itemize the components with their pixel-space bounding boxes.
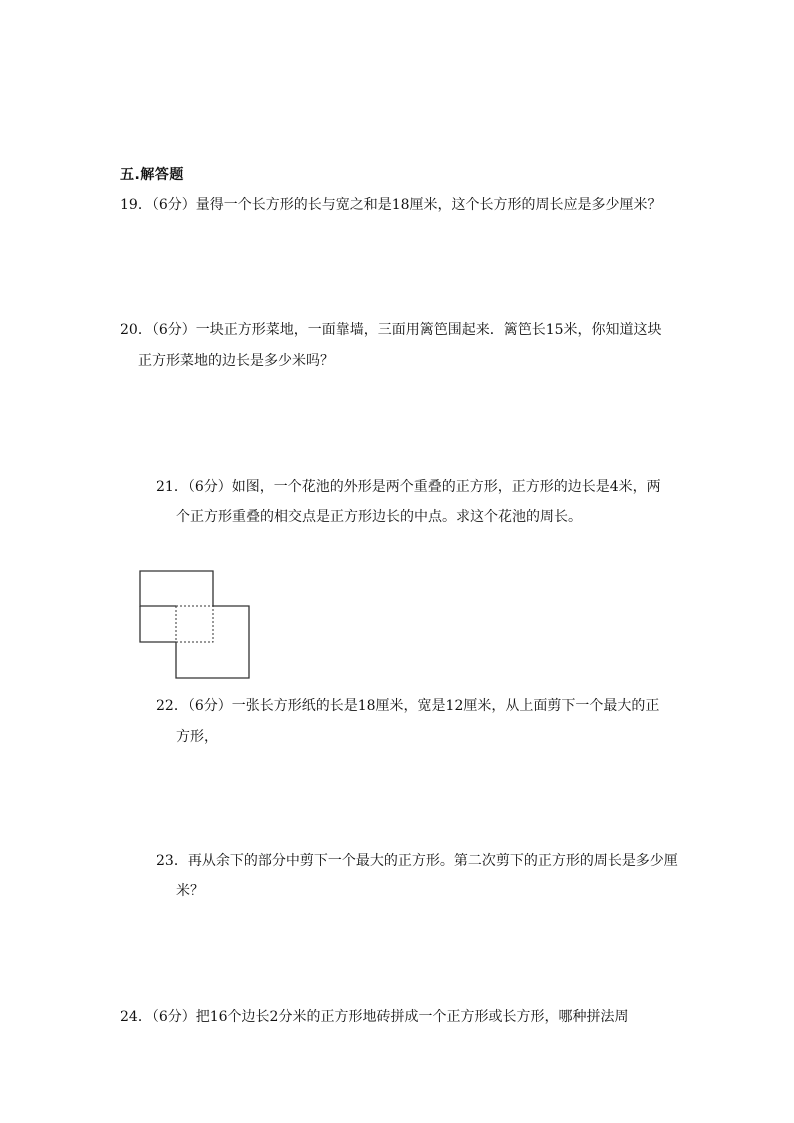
question-22-line-2: 方形， bbox=[176, 729, 218, 745]
overlapping-squares-figure bbox=[136, 568, 256, 682]
outer-square-top-left-bottom bbox=[140, 606, 176, 642]
question-23-line-1: 23．再从余下的部分中剪下一个最大的正方形。第二次剪下的正方形的周长是多少厘 bbox=[156, 853, 678, 869]
outer-square-top-left bbox=[140, 571, 213, 606]
question-19-line-1: 19．（6分）量得一个长方形的长与宽之和是18厘米，这个长方形的周长应是多少厘米？ bbox=[120, 197, 662, 213]
overlap-dashed-square bbox=[176, 606, 213, 642]
question-21-line-2: 个正方形重叠的相交点是正方形边长的中点。求这个花池的周长。 bbox=[176, 509, 582, 525]
question-23-line-2: 米？ bbox=[176, 883, 204, 899]
section-title: 五.解答题 bbox=[120, 167, 184, 183]
question-20-line-2: 正方形菜地的边长是多少米吗？ bbox=[138, 353, 334, 369]
overlapping-squares-svg bbox=[136, 568, 256, 682]
question-21-line-1: 21．（6分）如图，一个花池的外形是两个重叠的正方形，正方形的边长是4米，两 bbox=[156, 479, 661, 495]
question-22-line-1: 22．（6分）一张长方形纸的长是18厘米，宽是12厘米，从上面剪下一个最大的正 bbox=[156, 698, 660, 714]
question-24-line-1: 24．（6分）把16个边长2分米的正方形地砖拼成一个正方形或长方形，哪种拼法周 bbox=[120, 1009, 629, 1025]
question-20-line-1: 20．（6分）一块正方形菜地，一面靠墙，三面用篱笆围起来．篱笆长15米，你知道这块 bbox=[120, 322, 662, 338]
